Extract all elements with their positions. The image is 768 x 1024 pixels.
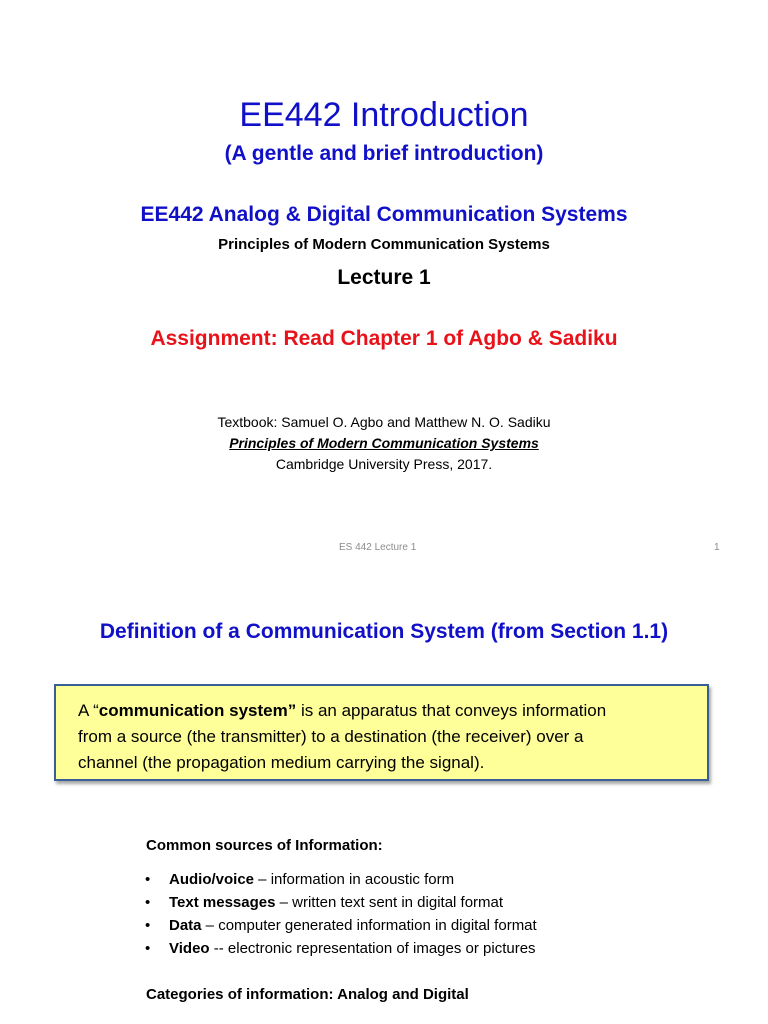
assignment-text: Assignment: Read Chapter 1 of Agbo & Sadiku (150, 327, 618, 350)
sources-list (145, 868, 537, 960)
list-item (145, 891, 537, 914)
definition-title: Definition of a Communication System (from Section 1.1) (99, 620, 669, 643)
course-title: EE442 Analog & Digital Communication Systems (140, 203, 628, 226)
page-number: 1 (714, 542, 720, 553)
definition-box (54, 684, 709, 781)
definition-prefix: A “ (78, 701, 99, 720)
source-desc: – information in acoustic form (254, 871, 455, 888)
sources-heading: Common sources of Information: (146, 837, 383, 854)
bullet-icon: • (145, 940, 151, 957)
list-item (145, 868, 537, 891)
slide-title: EE442 Introduction (239, 96, 529, 134)
list-item (145, 914, 537, 937)
definition-line-3: channel (the propagation medium carrying the signal). (78, 753, 485, 772)
source-term: Video (169, 940, 210, 957)
source-term: Data (169, 917, 202, 934)
course-subtitle: Principles of Modern Communication Systems (218, 236, 550, 253)
source-desc: – computer generated information in digital format (201, 917, 537, 934)
source-term: Audio/voice (169, 871, 255, 888)
definition-line-1 (78, 698, 691, 724)
textbook-title: Principles of Modern Communication Systems (229, 435, 539, 451)
bullet-icon: • (145, 894, 151, 911)
source-desc: – written text sent in digital format (275, 894, 504, 911)
lecture-label: Lecture 1 (337, 266, 431, 289)
slide-footer: ES 442 Lecture 1 (339, 542, 417, 553)
list-item (145, 937, 537, 960)
bullet-icon: • (145, 871, 151, 888)
source-desc: -- electronic representation of images or pictures (209, 940, 536, 957)
source-term: Text messages (169, 894, 276, 911)
definition-line-1-rest: is an apparatus that conveys information (296, 701, 607, 720)
categories-heading: Categories of information: Analog and Digital (146, 986, 469, 1003)
bullet-icon: • (145, 917, 151, 934)
slide-subtitle: (A gentle and brief introduction) (224, 142, 544, 165)
definition-line-2: from a source (the transmitter) to a destination (the receiver) over a (78, 727, 584, 746)
slide-2 (0, 575, 768, 1024)
textbook-authors: Textbook: Samuel O. Agbo and Matthew N. O. Sadiku (217, 414, 551, 430)
definition-term: communication system” (98, 701, 297, 720)
textbook-publisher: Cambridge University Press, 2017. (275, 456, 493, 472)
